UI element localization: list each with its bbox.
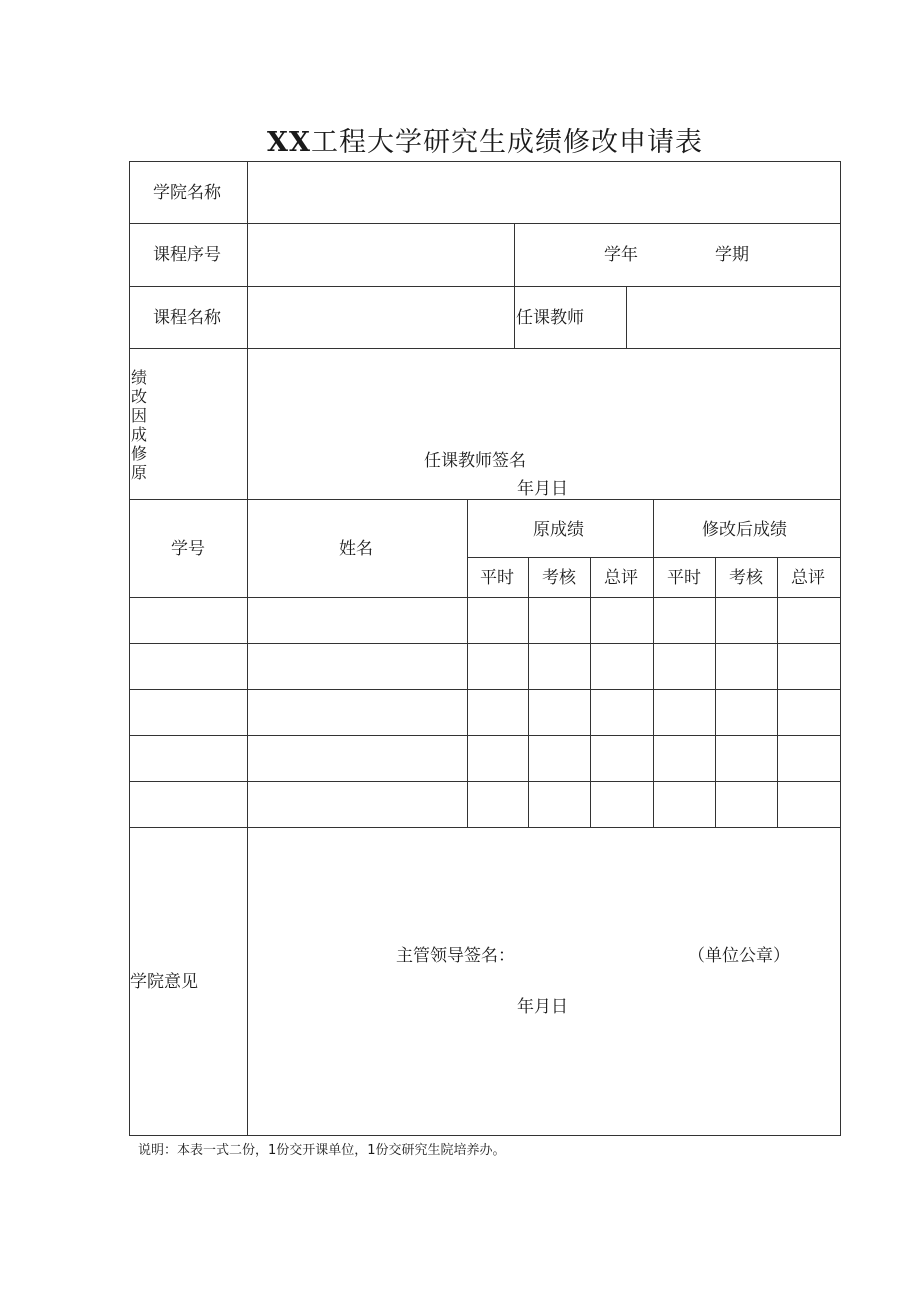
page-title	[0, 120, 920, 159]
col-divider	[626, 286, 627, 348]
col-divider	[514, 223, 515, 348]
row-divider	[129, 597, 841, 598]
col-divider	[590, 557, 591, 827]
form-table	[129, 161, 841, 1136]
date-label: 年月日	[517, 997, 568, 1017]
col-divider	[467, 499, 468, 827]
total-header: 总评	[604, 568, 638, 588]
total-header: 总评	[791, 568, 825, 588]
col-divider	[247, 161, 248, 1136]
date-label: 年月日	[517, 479, 568, 499]
course-name-label: 课程名称	[153, 308, 221, 328]
usual-header: 平时	[667, 568, 701, 588]
col-divider	[653, 499, 654, 827]
semester-label: 学期	[715, 245, 749, 265]
student-id-header: 学号	[171, 539, 205, 559]
college-name-label: 学院名称	[153, 183, 221, 203]
row-divider	[467, 557, 841, 558]
row-divider	[129, 689, 841, 690]
row-divider	[129, 499, 841, 500]
col-divider	[528, 557, 529, 827]
leader-sign-label: 主管领导签名：	[396, 946, 515, 966]
row-divider	[129, 781, 841, 782]
reason-label: 绩改因成修原	[131, 368, 148, 482]
usual-header: 平时	[480, 568, 514, 588]
teacher-label: 任课教师	[516, 308, 584, 328]
footnote: 说明：本表一式二份，1份交开课单位，1份交研究生院培养办。	[138, 1143, 506, 1158]
row-divider	[129, 643, 841, 644]
col-divider	[715, 557, 716, 827]
teacher-sign-label: 任课教师签名	[424, 451, 526, 471]
title-prefix: XX	[267, 127, 311, 158]
course-no-label: 课程序号	[153, 245, 221, 265]
year-label: 学年	[604, 245, 638, 265]
title-main: 工程大学研究生成绩修改申请表	[310, 127, 703, 158]
row-divider	[129, 223, 841, 224]
row-divider	[129, 348, 841, 349]
modified-grade-header: 修改后成绩	[702, 520, 787, 540]
row-divider	[129, 286, 841, 287]
exam-header: 考核	[542, 568, 576, 588]
seal-label: （单位公章）	[688, 946, 790, 966]
college-opinion-label: 学院意见	[130, 972, 198, 992]
row-divider	[129, 735, 841, 736]
col-divider	[777, 557, 778, 827]
name-header: 姓名	[339, 539, 373, 559]
row-divider	[129, 827, 841, 828]
exam-header: 考核	[729, 568, 763, 588]
original-grade-header: 原成绩	[533, 520, 584, 540]
